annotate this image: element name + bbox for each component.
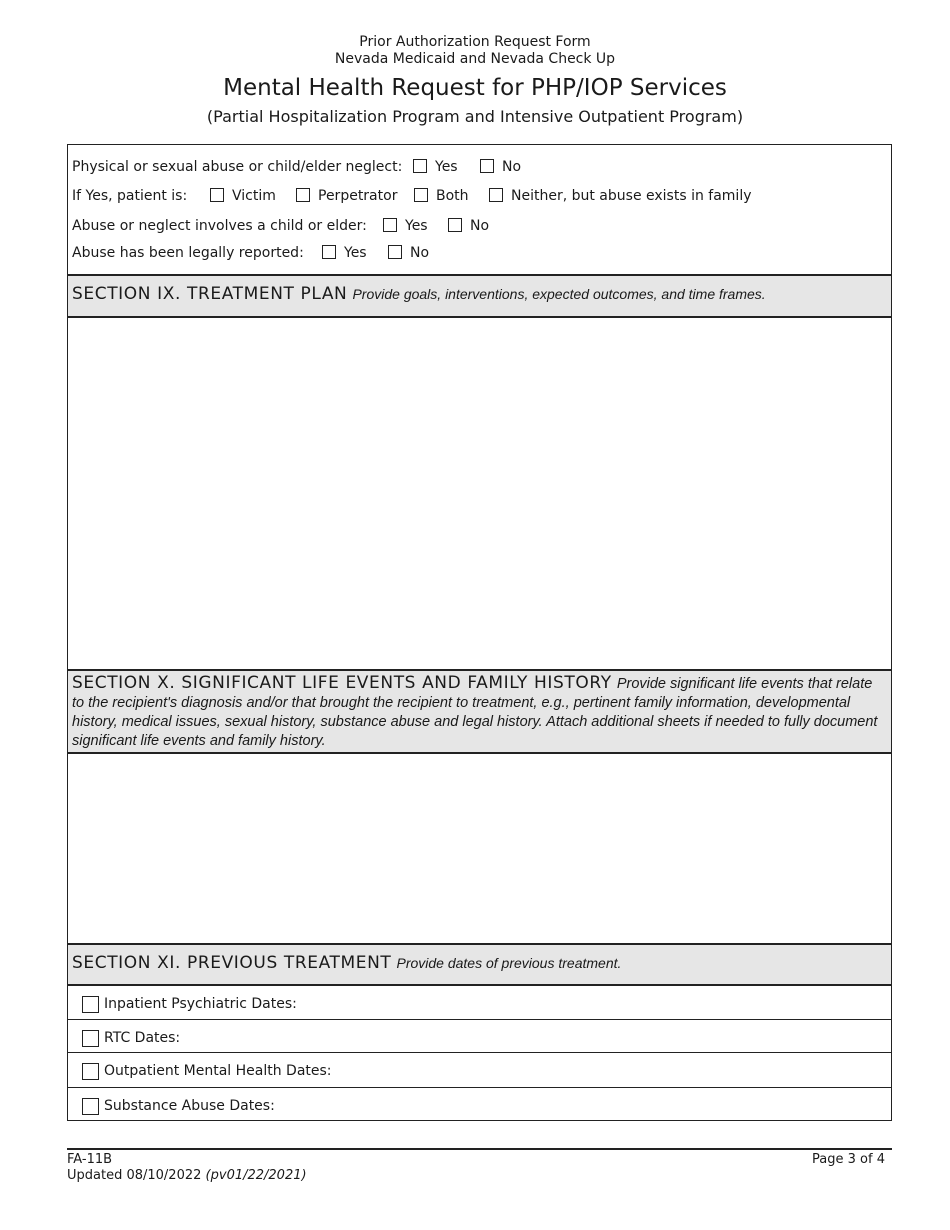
checkbox[interactable] [82, 1030, 99, 1047]
child-elder-yes-option[interactable]: Yes [383, 217, 428, 235]
footer-divider [67, 1148, 892, 1150]
outpatient-mental-health-label: Outpatient Mental Health Dates: [104, 1063, 332, 1079]
substance-abuse-label: Substance Abuse Dates: [104, 1098, 275, 1114]
checkbox[interactable] [82, 996, 99, 1013]
section9-header [68, 274, 891, 318]
inpatient-psychiatric-label: Inpatient Psychiatric Dates: [104, 996, 297, 1012]
checkbox[interactable] [322, 245, 336, 259]
rtc-label: RTC Dates: [104, 1030, 181, 1046]
checkbox[interactable] [210, 188, 224, 202]
both-option[interactable]: Both [414, 187, 469, 205]
checkbox[interactable] [480, 159, 494, 173]
inpatient-psychiatric-row[interactable] [68, 985, 891, 1019]
treatment-plan-field[interactable] [68, 318, 891, 670]
checkbox[interactable] [383, 218, 397, 232]
checkbox[interactable] [448, 218, 462, 232]
page-number: Page 3 of 4 [812, 1152, 885, 1167]
checkbox[interactable] [489, 188, 503, 202]
form-body [67, 144, 892, 1121]
perpetrator-option[interactable]: Perpetrator [296, 187, 397, 205]
outpatient-mental-health-row[interactable] [68, 1052, 891, 1087]
checkbox[interactable] [296, 188, 310, 202]
section10-header [68, 669, 891, 754]
patient-role-label: If Yes, patient is: [72, 188, 188, 204]
reported-no-option[interactable]: No [388, 244, 429, 262]
checkbox[interactable] [82, 1063, 99, 1080]
section11-title: SECTION XI. PREVIOUS TREATMENT [72, 953, 392, 973]
abuse-yes-option[interactable]: Yes [413, 158, 458, 176]
checkbox[interactable] [388, 245, 402, 259]
section11-instructions: Provide dates of previous treatment. [396, 955, 622, 971]
section11-header [68, 943, 891, 985]
page-subtitle: (Partial Hospitalization Program and Intensive Outpatient Program) [206, 107, 744, 126]
section10-title: SECTION X. SIGNIFICANT LIFE EVENTS AND FAMILY HISTORY [72, 673, 612, 693]
previous-version: (pv01/22/2021) [205, 1168, 307, 1183]
rtc-row[interactable] [68, 1019, 891, 1052]
checkbox[interactable] [413, 159, 427, 173]
abuse-question-label: Physical or sexual abuse or child/elder neglect: [72, 159, 403, 175]
life-events-field[interactable] [68, 754, 891, 943]
form-header-line1: Prior Authorization Request Form [359, 34, 591, 50]
child-elder-no-option[interactable]: No [448, 217, 489, 235]
checkbox[interactable] [82, 1098, 99, 1115]
revision-info [67, 1168, 307, 1184]
section9-instructions: Provide goals, interventions, expected outcomes, and time frames. [352, 286, 766, 302]
victim-option[interactable]: Victim [210, 187, 276, 205]
updated-date: Updated 08/10/2022 [67, 1168, 202, 1183]
legally-reported-label: Abuse has been legally reported: [72, 245, 304, 261]
child-elder-label: Abuse or neglect involves a child or elder: [72, 218, 367, 234]
neither-option[interactable]: Neither, but abuse exists in family [489, 187, 752, 205]
abuse-section [68, 145, 891, 275]
form-id: FA-11B [67, 1152, 113, 1167]
checkbox[interactable] [414, 188, 428, 202]
page-title: Mental Health Request for PHP/IOP Services [223, 75, 727, 101]
substance-abuse-row[interactable] [68, 1087, 891, 1121]
form-header-line2: Nevada Medicaid and Nevada Check Up [334, 51, 616, 67]
section9-title: SECTION IX. TREATMENT PLAN [72, 284, 348, 304]
abuse-no-option[interactable]: No [480, 158, 521, 176]
reported-yes-option[interactable]: Yes [322, 244, 367, 262]
section10-instructions: Provide significant life events that relate to the recipient's diagnosis and/or that brought the recipient to treatment, e.g., pertinent family information, developmental history, medical issues, sexual history, substance abuse and legal history. Attach additional sheets if needed to fully document significant life events and family history. [72, 676, 878, 749]
